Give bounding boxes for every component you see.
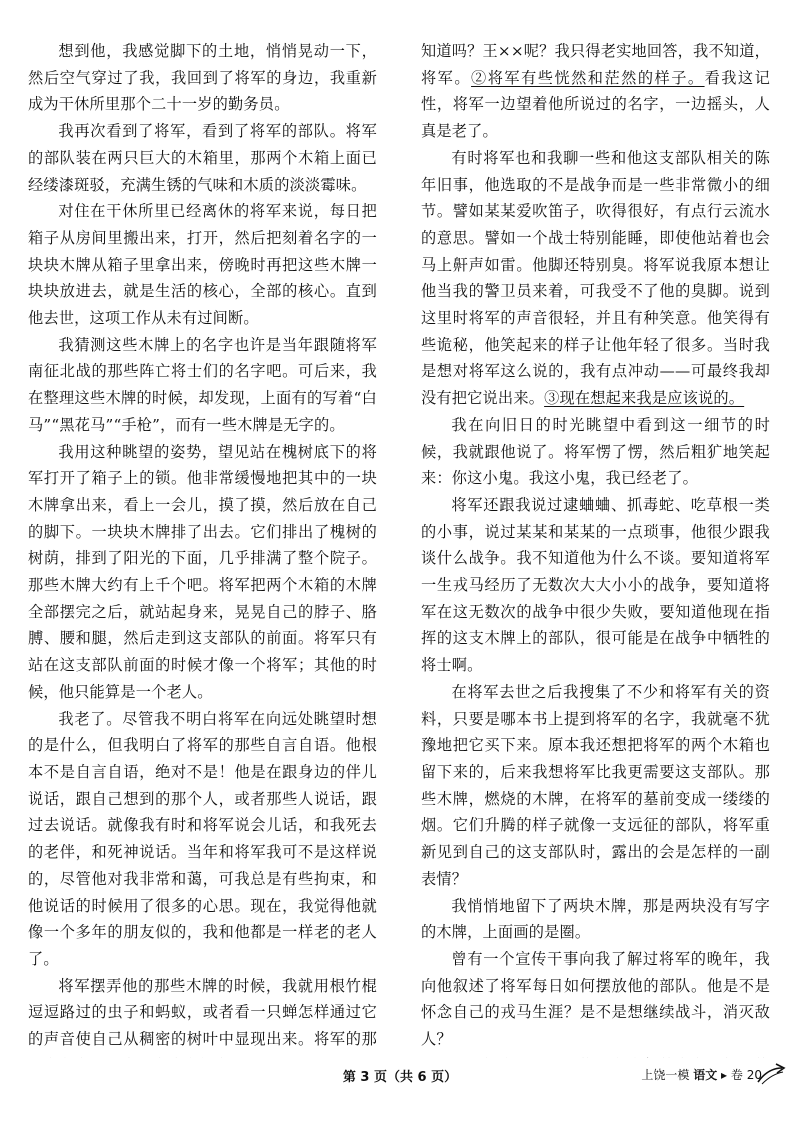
paragraph bbox=[421, 1053, 770, 1058]
paragraph: 我再次看到了将军，看到了将军的部队。将军的部队装在两只巨大的木箱里，那两个木箱上面已经缕漆斑驳，充满生锈的气味和木质的淡淡霉味。 bbox=[28, 122, 377, 194]
paragraph bbox=[421, 38, 770, 145]
paragraph bbox=[421, 946, 770, 1053]
paragraph: 想到他，我感觉脚下的土地，悄悄晃动一下，然后空气穿过了我，我回到了将军的身边，我重新成为干休所里那个二十一岁的勤务员。 bbox=[28, 42, 377, 114]
brand-name: 上饶一模 bbox=[641, 1068, 690, 1082]
paragraph bbox=[421, 679, 770, 893]
underlined-sentence: ③现在想起来我是应该说的。 bbox=[544, 389, 745, 408]
swoosh-arrow-icon bbox=[756, 1062, 786, 1086]
paragraph bbox=[421, 412, 770, 492]
left-text-column bbox=[28, 38, 377, 1058]
text-segment: 在将军去世之后我搜集了不少和将军有关的资料，只要是哪本书上提到将军的名字，我就毫不犹豫地把它买下来。原本我还想把将军的两个木箱也留下来的，后来我想将军比我更需要这支部队。那些木牌，燃烧的木牌，在将军的墓前变成一缕缕的烟。它们升腾的样子就像一支远征的部队，将军重新见到自己的这支部队时，露出的会是怎样的一副表情？ bbox=[421, 682, 770, 888]
text-segment bbox=[421, 1057, 770, 1058]
text-segment: 有时将军也和我聊一些和他这支部队相关的陈年旧事，他选取的不是战争而是一些非常微小的细节。譬如某某爱吹笛子，吹得很好，有点行云流水的意思。譬如一个战士特别能睡，即使他站着也会马上鼾声如雷。他脚还特别臭。将军说我原本想让他当我的警卫员来着，可我受不了他的臭脚。说到这里时将军的声音很轻，并且有种笑意。他笑得有些诡秘，他笑起来的样子让他年轻了很多。当时我是想对将军这么说的，我有点冲动——可最终我却没有把它说出来。 bbox=[421, 148, 770, 408]
footer-brand bbox=[641, 1066, 762, 1083]
paragraph: 对住在干休所里已经离休的将军来说，每日把箱子从房间里搬出来，打开，然后把刻着名字的一块块木牌从箱子里拿出来，傍晚时再把这些木牌一块块放进去，就是生活的核心，全部的核心。直到他去世，这项工作从未有过间断。 bbox=[28, 202, 377, 328]
text-segment: 将军还跟我说过逮蛐蛐、抓毒蛇、吃草根一类的小事，说过某某和某某的一点琐事，他很少跟我谈什么战争。我不知道他为什么不谈。要知道将军一生戎马经历了无数次大大小小的战争，要知道将军在这无数次的战争中很少失败，要知道他现在指挥的这支木牌上的部队，很可能是在战争中牺牲的将士啊。 bbox=[421, 495, 770, 675]
volume-label: 卷 20 bbox=[730, 1068, 762, 1082]
paragraph bbox=[421, 893, 770, 946]
paragraph: 将军摆弄他的那些木牌的时候，我就用根竹棍逗逗路过的虫子和蚂蚁，或者看一只蝉怎样通过它的声音使自己从稠密的树叶中显现出来。将军的那 bbox=[28, 976, 377, 1049]
underlined-sentence: ②将军有些恍然和茫然的样子。 bbox=[471, 68, 705, 87]
paragraph bbox=[421, 145, 770, 412]
page-number: 第 3 页（共 6 页） bbox=[342, 1070, 458, 1085]
volume-arrow-icon: ▸ bbox=[721, 1068, 728, 1082]
paragraph: 我猜测这些木牌上的名字也许是当年跟随将军南征北战的那些阵亡将士们的名字吧。可后来，我在整理这些木牌的时候，却发现，上面有的写着“白马”“黑花马”“手枪”，而有一些木牌是无字的。 bbox=[28, 335, 377, 434]
paragraph: 我老了。尽管我不明白将军在向远处眺望时想的是什么，但我明白了将军的那些自言自语。他根本不是自言自语，绝对不是！他是在跟身边的伴儿说话，跟自己想到的那个人，或者那些人说话，跟过去说话。就像我有时和将军说会儿话，和我死去的老伴，和死神说话。当年和将军我可不是这样说的，尽管他对我非常和蔼，可我总是有些拘束，和他说话的时候用了很多的心思。现在，我觉得他就像一个多年的朋友似的，我和他都是一样老的老人了。 bbox=[28, 709, 377, 968]
text-segment: 曾有一个宣传干事向我了解过将军的晚年，我向他叙述了将军每日如何摆放他的部队。他是不是怀念自己的戎马生涯？是不是想继续战斗，消灭敌人？ bbox=[421, 949, 770, 1049]
right-text-column bbox=[421, 38, 770, 1058]
text-segment: 知道吗？王××呢？我只得老实地回答，我不知道，将军。 bbox=[421, 42, 770, 87]
paragraph: 我用这种眺望的姿势，望见站在槐树底下的将军打开了箱子上的锁。他非常缓慢地把其中的一块木牌拿出来，看上一会儿，摸了摸，然后放在自己的脚下。一块块木牌排了出去。它们排出了槐树的树荫，排到了阳光的下面，几乎排满了整个院子。那些木牌大约有上千个吧。将军把两个木箱的木牌全部摆完之后，就站起身来，晃晃自己的脖子、胳膊、腰和腿，然后走到这支部队的前面。将军只有站在这支部队前面的时候才像一个将军；其他的时候，他只能算是一个老人。 bbox=[28, 442, 377, 701]
paragraph bbox=[421, 492, 770, 679]
text-segment: 我在向旧日的时光眺望中看到这一细节的时候，我就跟他说了。将军愣了愣，然后粗犷地笑起来：你这小鬼。我这小鬼，我已经老了。 bbox=[421, 415, 770, 488]
text-segment: 我悄悄地留下了两块木牌，那是两块没有写字的木牌，上面画的是圈。 bbox=[421, 896, 770, 942]
text-segment: 看我这记性，将军一边望着他所说过的名字，一边摇头，人真是老了。 bbox=[421, 68, 770, 141]
page-footer bbox=[0, 1060, 800, 1100]
subject-label: 语文 bbox=[693, 1068, 718, 1082]
